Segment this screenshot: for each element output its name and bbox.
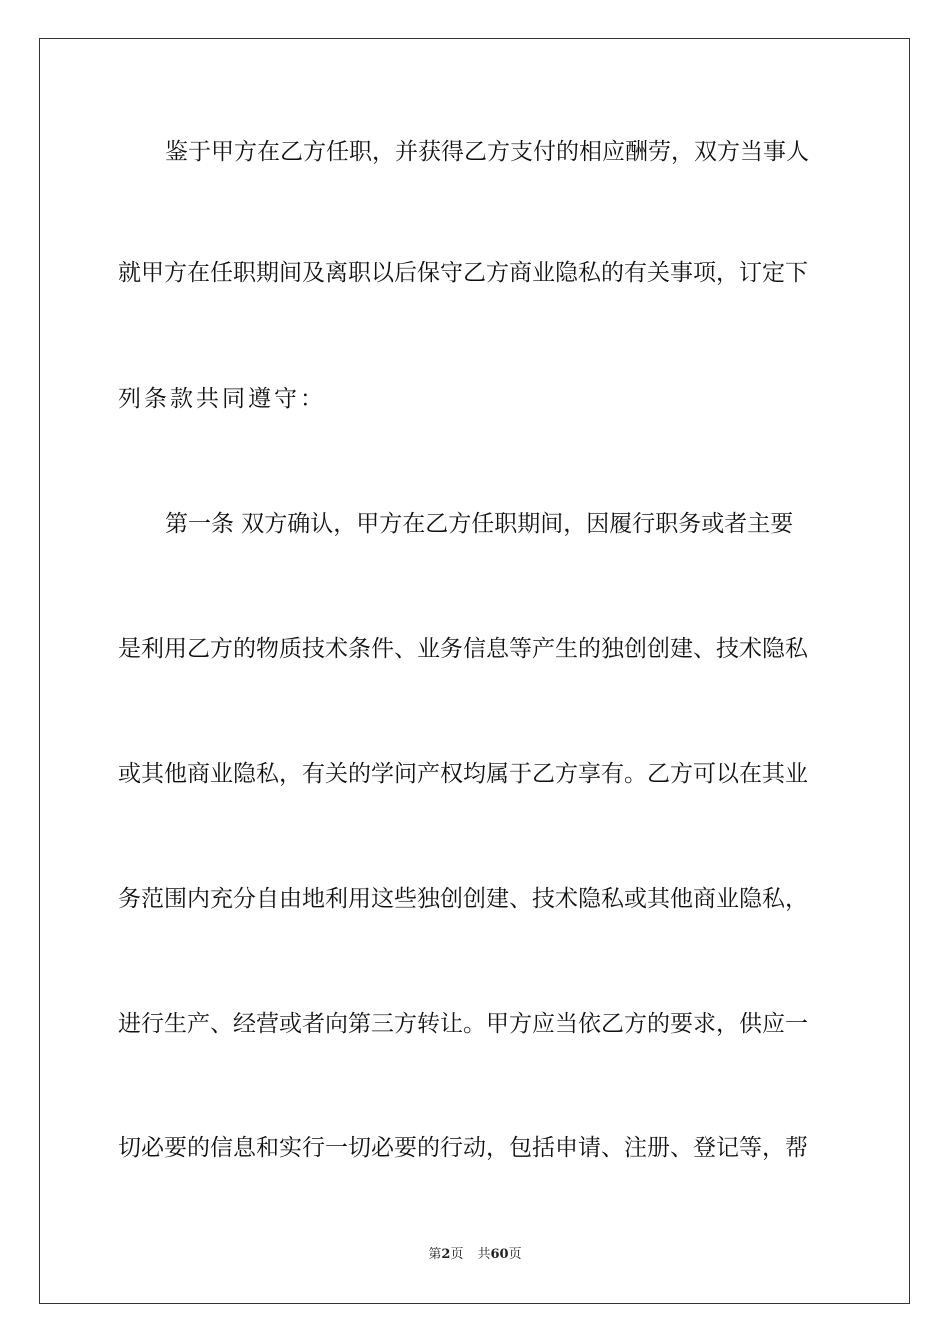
total-prefix: 共 [477,1247,491,1262]
page-footer [0,1246,950,1264]
page-current: 2 [441,1247,451,1262]
page-total: 60 [490,1247,509,1262]
page-prefix: 第 [428,1247,442,1262]
paragraph-line: 切必要的信息和实行一切必要的行动，包括申请、注册、登记等，帮 [118,1135,808,1161]
page-frame [39,38,910,1304]
total-suffix: 页 [508,1247,522,1262]
paragraph-line: 列条款共同遵守： [118,386,326,412]
paragraph-line: 第一条 双方确认，甲方在乙方任职期间，因履行职务或者主要 [165,511,794,537]
paragraph-line: 就甲方在任职期间及离职以后保守乙方商业隐私的有关事项，订定下 [118,260,808,286]
paragraph-line: 进行生产、经营或者向第三方转让。甲方应当依乙方的要求，供应一 [118,1011,808,1037]
paragraph-line: 是利用乙方的物质技术条件、业务信息等产生的独创创建、技术隐私 [118,636,808,662]
paragraph-line: 或其他商业隐私，有关的学问产权均属于乙方享有。乙方可以在其业 [118,761,808,787]
paragraph-line: 务范围内充分自由地利用这些独创创建、技术隐私或其他商业隐私， [118,886,808,912]
page-suffix: 页 [450,1247,464,1262]
paragraph-line: 鉴于甲方在乙方任职，并获得乙方支付的相应酬劳，双方当事人 [165,139,809,165]
